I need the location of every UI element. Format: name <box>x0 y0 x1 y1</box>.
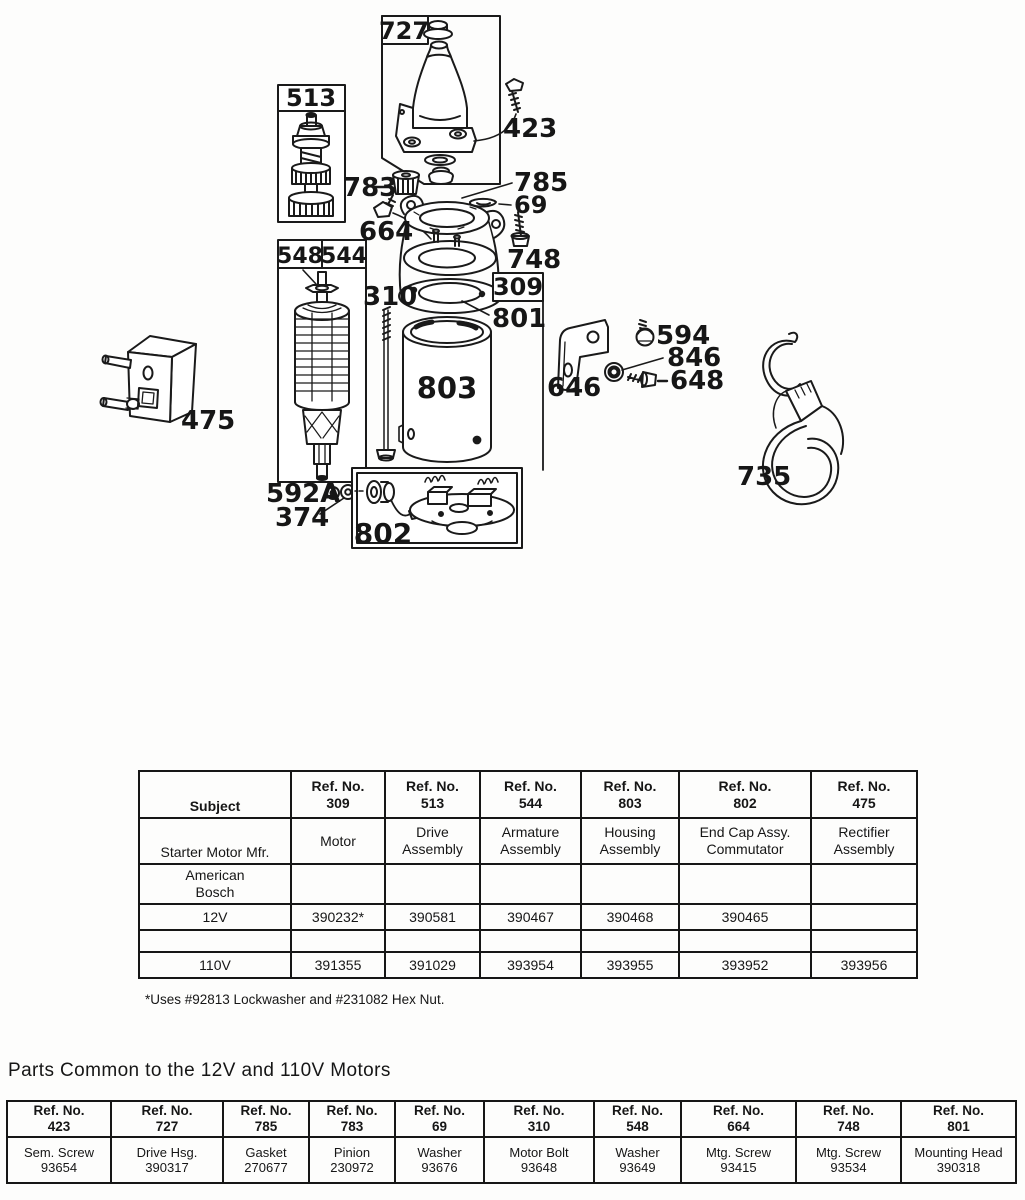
ref-header-cell <box>796 1101 901 1137</box>
part-cell <box>901 1137 1016 1183</box>
ref-no: 544 <box>518 794 543 811</box>
part-number: 390467 <box>507 909 554 925</box>
part-number-cell <box>811 904 917 930</box>
ref-label: Ref. No. <box>141 1103 193 1119</box>
ref-label: Ref. No. <box>326 1103 378 1119</box>
part-number-cell <box>385 952 480 978</box>
subject-header-label: Subject <box>189 798 241 814</box>
footnote: *Uses #92813 Lockwasher and #231082 Hex Nut. <box>145 992 445 1007</box>
ref-label: Ref. No. <box>932 1103 984 1119</box>
empty-cell <box>480 930 581 952</box>
ref-header-cell <box>291 771 385 818</box>
ref-label: Ref. No. <box>822 1103 874 1119</box>
callout-735: 735 <box>737 462 792 492</box>
spacer-row <box>139 930 917 952</box>
assembly-name: Assembly <box>833 841 895 857</box>
ref-header-cell <box>395 1101 484 1137</box>
assembly-cell <box>480 818 581 864</box>
assembly-name: Armature <box>501 824 560 841</box>
assembly-name: Housing <box>604 824 656 841</box>
ref-header-cell <box>7 1101 111 1137</box>
callout-594: 594 <box>656 321 711 351</box>
empty-cell <box>291 930 385 952</box>
part-number: 93648 <box>520 1160 558 1175</box>
assembly-cell <box>291 818 385 864</box>
ref-no: 475 <box>852 794 876 811</box>
assembly-name: Drive <box>416 824 449 841</box>
empty-cell <box>581 864 679 904</box>
ref-header-cell <box>679 771 811 818</box>
part-number-cell <box>291 952 385 978</box>
callout-544: 544 <box>321 244 367 269</box>
ref-no: 310 <box>527 1119 551 1134</box>
subject-header-cell <box>139 771 291 818</box>
nut-594 <box>637 320 654 346</box>
ref-header-cell <box>385 771 480 818</box>
voltage-label: 12V <box>202 909 228 925</box>
ref-no: 785 <box>254 1119 278 1134</box>
empty-cell <box>811 930 917 952</box>
common-parts-table <box>6 1100 1017 1184</box>
part-name: Washer <box>615 1144 660 1160</box>
voltage-label: 110V <box>199 957 231 973</box>
callout-801: 801 <box>492 304 547 334</box>
part-number: 390465 <box>721 909 769 925</box>
part-cell <box>681 1137 796 1183</box>
ref-no: 309 <box>326 794 350 811</box>
part-cell <box>395 1137 484 1183</box>
ref-label: Ref. No. <box>504 777 557 794</box>
part-number: 93534 <box>830 1160 867 1175</box>
assembly-cell <box>679 818 811 864</box>
callout-374: 374 <box>275 503 330 533</box>
header-row <box>7 1101 1016 1137</box>
part-number: 390232* <box>311 909 365 925</box>
manufacturer-name: Bosch <box>195 884 235 900</box>
armature-assembly-544 <box>278 240 366 482</box>
part-name: Washer <box>417 1144 462 1160</box>
callout-748: 748 <box>507 245 562 275</box>
callout-783: 783 <box>343 173 398 203</box>
section-heading: Parts Common to the 12V and 110V Motors <box>8 1060 391 1081</box>
ref-no: 423 <box>47 1119 71 1134</box>
part-number-cell <box>679 904 811 930</box>
motor-assembly-309 <box>493 273 543 470</box>
callout-69: 69 <box>514 191 548 219</box>
part-cell <box>796 1137 901 1183</box>
ref-header-cell <box>681 1101 796 1137</box>
ref-label: Ref. No. <box>33 1103 85 1119</box>
callout-846: 846 <box>667 343 722 373</box>
ref-no: 803 <box>618 794 642 811</box>
motor-variants-table <box>138 770 918 979</box>
ref-label: Ref. No. <box>837 777 891 794</box>
part-number: 270677 <box>244 1160 288 1175</box>
assembly-row <box>139 818 917 864</box>
callout-309: 309 <box>492 273 544 301</box>
part-number-cell <box>291 904 385 930</box>
ref-label: Ref. No. <box>718 777 772 794</box>
ref-header-cell <box>581 771 679 818</box>
part-number: 393956 <box>840 957 888 973</box>
part-number: 393955 <box>606 957 654 973</box>
part-cell <box>111 1137 223 1183</box>
ref-label: Ref. No. <box>240 1103 292 1119</box>
part-number: 93415 <box>720 1160 757 1175</box>
callout-802: 802 <box>353 517 413 550</box>
part-number: 93654 <box>40 1160 78 1175</box>
part-name: Motor Bolt <box>509 1144 569 1160</box>
washer-69 <box>462 183 512 206</box>
parts-row <box>7 1137 1016 1183</box>
part-cell <box>594 1137 681 1183</box>
assembly-name: Assembly <box>599 841 661 857</box>
part-number: 391029 <box>409 957 456 973</box>
part-cell <box>223 1137 309 1183</box>
part-name: Mounting Head <box>914 1144 1003 1160</box>
manufacturer-row <box>139 864 917 904</box>
callout-646: 646 <box>547 373 602 403</box>
ref-label: Ref. No. <box>603 777 657 794</box>
ref-label: Ref. No. <box>611 1103 663 1119</box>
callout-423: 423 <box>503 114 558 144</box>
part-number: 390468 <box>606 909 654 925</box>
assembly-name: Assembly <box>500 841 561 857</box>
assembly-cell <box>385 818 480 864</box>
ref-header-cell <box>484 1101 594 1137</box>
part-cell <box>484 1137 594 1183</box>
callout-648: 648 <box>670 366 725 396</box>
ref-header-cell <box>901 1101 1016 1137</box>
part-cell <box>309 1137 395 1183</box>
ref-no: 727 <box>155 1119 179 1134</box>
callout-664: 664 <box>359 217 414 247</box>
ref-header-cell <box>223 1101 309 1137</box>
empty-cell <box>385 930 480 952</box>
part-number: 393954 <box>507 957 554 973</box>
part-number-cell <box>581 952 679 978</box>
ref-header-cell <box>111 1101 223 1137</box>
callout-548: 548 <box>277 244 323 269</box>
part-number-cell <box>811 952 917 978</box>
ref-label: Ref. No. <box>406 777 459 794</box>
empty-cell <box>811 864 917 904</box>
part-number-cell <box>679 952 811 978</box>
assembly-name: Motor <box>320 832 356 849</box>
subject-cell <box>139 818 291 864</box>
callout-785: 785 <box>514 168 569 198</box>
assembly-cell <box>811 818 917 864</box>
part-name: Pinion <box>333 1144 371 1160</box>
ref-no: 748 <box>837 1119 860 1134</box>
empty-cell <box>679 864 811 904</box>
header-row <box>139 771 917 818</box>
ref-no: 513 <box>420 794 445 811</box>
ref-no: 664 <box>727 1119 750 1134</box>
part-number-cell <box>385 904 480 930</box>
part-name: Mtg. Screw <box>815 1144 881 1160</box>
callout-727: 727 <box>378 17 430 45</box>
empty-cell <box>679 930 811 952</box>
ref-no: 548 <box>626 1119 649 1134</box>
part-name: Sem. Screw <box>23 1144 95 1160</box>
empty-cell <box>291 864 385 904</box>
assembly-cell <box>581 818 679 864</box>
ref-no: 69 <box>431 1119 448 1134</box>
manufacturer-cell <box>139 864 291 904</box>
part-number-cell <box>480 904 581 930</box>
callout-592a: 592A <box>266 479 341 509</box>
part-number: 390581 <box>409 909 456 925</box>
callout-803: 803 <box>416 371 478 405</box>
ref-label: Ref. No. <box>413 1103 465 1119</box>
voltage-cell <box>139 904 291 930</box>
ref-no: 802 <box>733 794 757 811</box>
ref-no: 801 <box>947 1119 970 1134</box>
part-number: 391355 <box>314 957 362 973</box>
voltage-cell <box>139 952 291 978</box>
empty-cell <box>385 864 480 904</box>
row-110v <box>139 952 917 978</box>
callout-513: 513 <box>285 84 337 112</box>
part-number-cell <box>581 904 679 930</box>
part-number: 390318 <box>936 1160 981 1175</box>
ref-header-cell <box>309 1101 395 1137</box>
part-number: 393952 <box>721 957 769 973</box>
subject-label: Starter Motor Mfr. <box>160 844 270 860</box>
part-name: Mtg. Screw <box>705 1144 771 1160</box>
ref-header-cell <box>594 1101 681 1137</box>
part-number: 93649 <box>619 1160 656 1175</box>
part-number-cell <box>480 952 581 978</box>
assembly-name: Assembly <box>402 841 463 857</box>
part-number: 230972 <box>330 1160 374 1175</box>
part-name: Drive Hsg. <box>136 1144 198 1160</box>
part-cell <box>7 1137 111 1183</box>
screw-648 <box>628 372 667 387</box>
ref-header-cell <box>480 771 581 818</box>
assembly-name: End Cap Assy. <box>699 824 791 841</box>
empty-cell <box>480 864 581 904</box>
row-12v <box>139 904 917 930</box>
ref-no: 783 <box>340 1119 364 1134</box>
part-number: 390317 <box>145 1160 189 1175</box>
empty-cell <box>581 930 679 952</box>
assembly-name: Commutator <box>706 841 784 857</box>
empty-cell <box>139 930 291 952</box>
ref-label: Ref. No. <box>513 1103 565 1119</box>
ref-label: Ref. No. <box>311 777 365 794</box>
manufacturer-name: American <box>185 867 245 884</box>
ref-header-cell <box>811 771 917 818</box>
ref-label: Ref. No. <box>712 1103 764 1119</box>
part-number: 93676 <box>421 1160 458 1175</box>
assembly-name: Rectifier <box>838 824 890 841</box>
part-name: Gasket <box>245 1144 287 1160</box>
callout-475: 475 <box>181 406 236 436</box>
motor-bolt-310 <box>377 307 395 461</box>
callout-310: 310 <box>363 282 418 312</box>
